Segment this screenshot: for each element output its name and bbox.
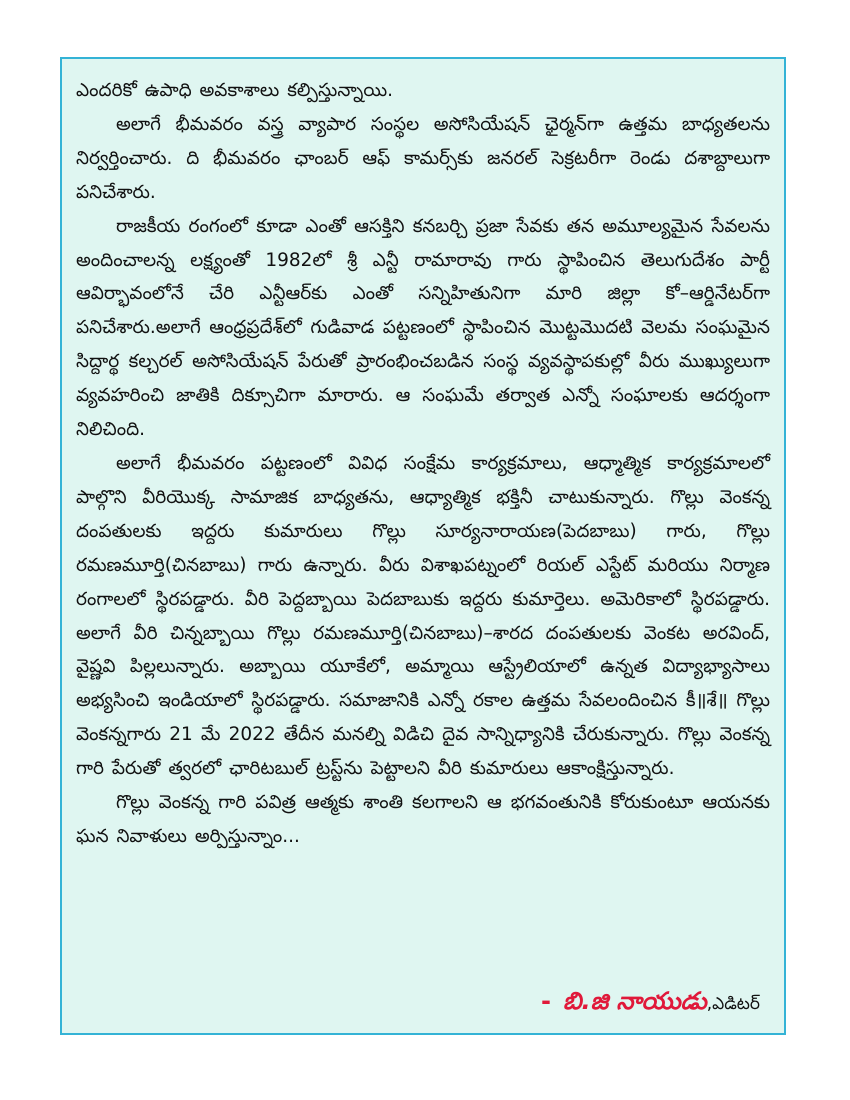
article-paragraph-5: గొల్లు వెంకన్న గారి పవిత్ర ఆత్మకు శాంతి కలగాలని ఆ భగవంతునికి కోరుకుంటూ ఆయనకు ఘన నివాళులు అర్పిస్తున్నాం... <box>76 792 770 847</box>
article-panel <box>60 57 786 1035</box>
article-paragraph-3: రాజకీయ రంగంలో కూడా ఎంతో ఆసక్తిని కనబర్చి ప్రజా సేవకు తన అమూల్యమైన సేవలను అందించాలన్న లక్ష్యంతో 1982లో శ్రీ ఎన్టీ రామారావు గారు స్థాపించిన తెలుగుదేశం పార్టీ ఆవిర్భావంలోనే చేరి ఎన్టీఆర్‌కు ఎంతో సన్నిహితునిగా మారి జిల్లా కో–ఆర్డినేటర్‌గా పనిచేశారు.అలాగే ఆంధ్రప్రదేశ్‌లో గుడివాడ పట్టణంలో స్థాపించిన మొట్టమొదటి వెలమ సంఘమైన సిద్దార్థ కల్చరల్ అసోసియేషన్ పేరుతో ప్రారంభించబడిన సంస్థ వ్యవస్థాపకుల్లో వీరు ముఖ్యులుగా వ్యవహరించి జాతికి దిక్సూచిగా మారారు. ఆ సంఘమే తర్వాత ఎన్నో సంఘాలకు ఆదర్శంగా నిలిచింది. <box>76 215 770 441</box>
signature-name: బి.జి నాయుడు <box>563 987 707 1015</box>
signature-dash: - <box>541 987 552 1015</box>
article-paragraph-4: అలాగే భీమవరం పట్టణంలో వివిధ సంక్షేమ కార్యక్రమాలు, ఆధ్మాత్మిక కార్యక్రమాలలో పాల్గొని వీరియొక్క సామాజిక బాధ్యతను, ఆధ్యాత్మిక భక్తినీ చాటుకున్నారు. గొల్లు వెంకన్న దంపతులకు ఇద్దరు కుమారులు గొల్లు సూర్యనారాయణ(పెదబాబు) గారు, గొల్లు రమణమూర్తి(చినబాబు) గారు ఉన్నారు. వీరు విశాఖపట్నంలో రియల్ ఎస్టేట్ మరియు నిర్మాణ రంగాలలో స్థిరపడ్డారు. వీరి పెద్దబ్బాయి పెదబాబుకు ఇద్దరు కుమార్తెలు. అమెరికాలో స్థిరపడ్డారు. అలాగే వీరి చిన్నబ్బాయి గొల్లు రమణమూర్తి(చినబాబు)–శారద దంపతులకు వెంకట అరవింద్, వైష్ణవి పిల్లలున్నారు. అబ్బాయి యూకేలో, అమ్మాయి ఆస్ట్రేలియాలో ఉన్నత విద్యాభ్యాసాలు అభ్యసించి ఇండియాలో స్థిరపడ్డారు. సమాజానికి ఎన్నో రకాల ఉత్తమ సేవలందించిన కీ॥శే॥ గొల్లు వెంకన్నగారు 21 మే 2022 తేదీన మనల్ని విడిచి దైవ సాన్నిధ్యానికి చేరుకున్నారు. గొల్లు వెంకన్న గారి పేరుతో త్వరలో ఛారిటబుల్ ట్రస్ట్‌ను పెట్టాలని వీరి కుమారులు ఆకాంక్షిస్తున్నారు. <box>76 452 770 780</box>
article-paragraph-1: ఎందరికో ఉపాధి అవకాశాలు కల్పిస్తున్నాయి. <box>76 80 393 101</box>
article-paragraph-2: అలాగే భీమవరం వస్త్ర వ్యాపార సంస్థల అసోసియేషన్ ఛైర్మన్‌గా ఉత్తమ బాధ్యతలను నిర్వర్తించారు. ది భీమవరం ఛాంబర్ ఆఫ్ కామర్స్‌కు జనరల్ సెక్రటరీగా రెండు దశాబ్దాలుగా పనిచేశారు. <box>76 113 770 203</box>
signature <box>541 987 760 1021</box>
signature-role: ,ఎడిటర్ <box>706 994 760 1014</box>
